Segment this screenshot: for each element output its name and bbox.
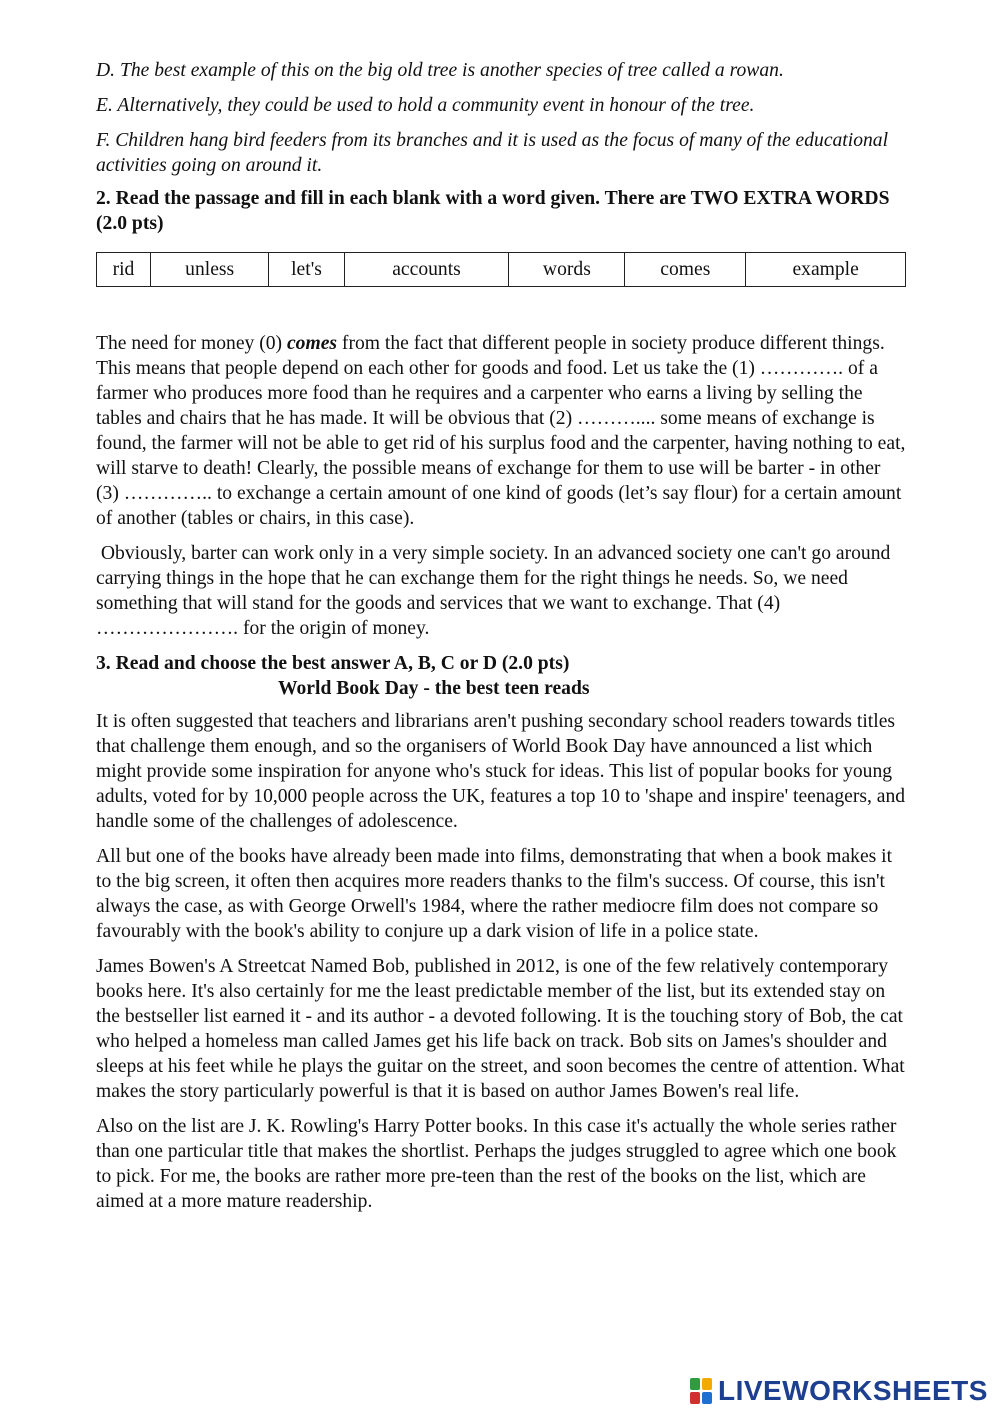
logo-square — [702, 1378, 712, 1390]
passage-paragraph-1 — [96, 331, 906, 531]
reading-paragraph: Also on the list are J. K. Rowling's Harry Potter books. In this case it's actually the whole series rather than one particular title that makes the shortlist. Perhaps the judges struggled to agree which one book to pick. For me, the books are rather more pre-teen than the rest of the books on the list, which are aimed at a more mature readership. — [96, 1116, 897, 1212]
passage-text: The need for money (0) — [96, 333, 287, 354]
option-e: E. Alternatively, they could be used to hold a community event in honour of the tree. — [96, 95, 755, 116]
option-f: F. Children hang bird feeders from its branches and it is used as the focus of many of the educational activities going on around it. — [96, 130, 889, 176]
example-answer: comes — [286, 333, 338, 354]
passage-paragraph-2: Obviously, barter can work only in a very simple society. In an advanced society one can't go around carrying things in the hope that he can exchange them for the right things he needs. So, we need something that will stand for the goods and services that we want to exchange. That (4) …………………. for the origin of money. — [96, 543, 896, 639]
logo-square — [690, 1378, 700, 1390]
word-bank-cell: rid — [97, 253, 151, 287]
logo-text: LIVEWORKSHEETS — [718, 1375, 988, 1406]
logo-square — [702, 1392, 712, 1404]
liveworksheets-logo — [690, 1374, 988, 1408]
reading-title: World Book Day - the best teen reads — [278, 678, 590, 699]
word-bank-table — [96, 252, 906, 287]
passage-text: from the fact that different people in society produce different things. This means that people depend on each other for goods and food. Let us take the (1) …………. of a farmer who produces more food than he requires and a carpenter who earns a living by selling the tables and chairs that he has made. It will be obvious that (2) ……….... some means of exchange is found, the farmer will not be able to get rid of his surplus food and the carpenter, having nothing to eat, will starve to death! Clearly, the possible means of exchange for them to use will be barter - in other (3) ………….. to exchange a certain amount of one kind of goods (let’s say flour) for a certain amount of another (tables or chairs, in this case). — [96, 333, 906, 529]
section3-heading: 3. Read and choose the best answer A, B, C or D (2.0 pts) — [96, 653, 570, 674]
worksheet-page — [96, 58, 906, 1224]
word-bank-cell: unless — [150, 253, 268, 287]
word-bank-cell: words — [509, 253, 625, 287]
word-bank-cell: example — [746, 253, 906, 287]
word-bank-cell: comes — [625, 253, 746, 287]
logo-square — [690, 1392, 700, 1404]
reading-paragraph: It is often suggested that teachers and librarians aren't pushing secondary school readers towards titles that challenge them enough, and so the organisers of World Book Day have announced a list which might provide some inspiration for anyone who's stuck for ideas. This list of popular books for young adults, voted for by 10,000 people across the UK, features a top 10 to 'shape and inspire' teenagers, and handle some of the challenges of adolescence. — [96, 711, 906, 832]
logo-icon — [690, 1378, 712, 1404]
section2-heading: 2. Read the passage and fill in each blank with a word given. There are TWO EXTRA WORDS (2.0 pts) — [96, 188, 890, 234]
reading-paragraph: All but one of the books have already been made into films, demonstrating that when a book makes it to the big screen, it often then acquires more readers thanks to the film's success. Of course, this isn't always the case, as with George Orwell's 1984, where the rather mediocre film does not compare so favourably with the book's ability to conjure up a dark vision of life in a police state. — [96, 846, 893, 942]
word-bank-cell: accounts — [344, 253, 509, 287]
reading-paragraph: James Bowen's A Streetcat Named Bob, published in 2012, is one of the few relatively contemporary books here. It's also certainly for me the least predictable member of the list, but its extended stay on the bestseller list earned it - and its author - a devoted following. It is the touching story of Bob, the cat who helped a homeless man called James get his life back on track. Bob sits on James's shoulder and sleeps at his feet while he plays the guitar on the street, and soon becomes the centre of attention. What makes the story particularly powerful is that it is based on author James Bowen's real life. — [96, 956, 905, 1102]
word-bank-cell: let's — [269, 253, 344, 287]
option-d: D. The best example of this on the big old tree is another species of tree called a rowan. — [96, 60, 784, 81]
